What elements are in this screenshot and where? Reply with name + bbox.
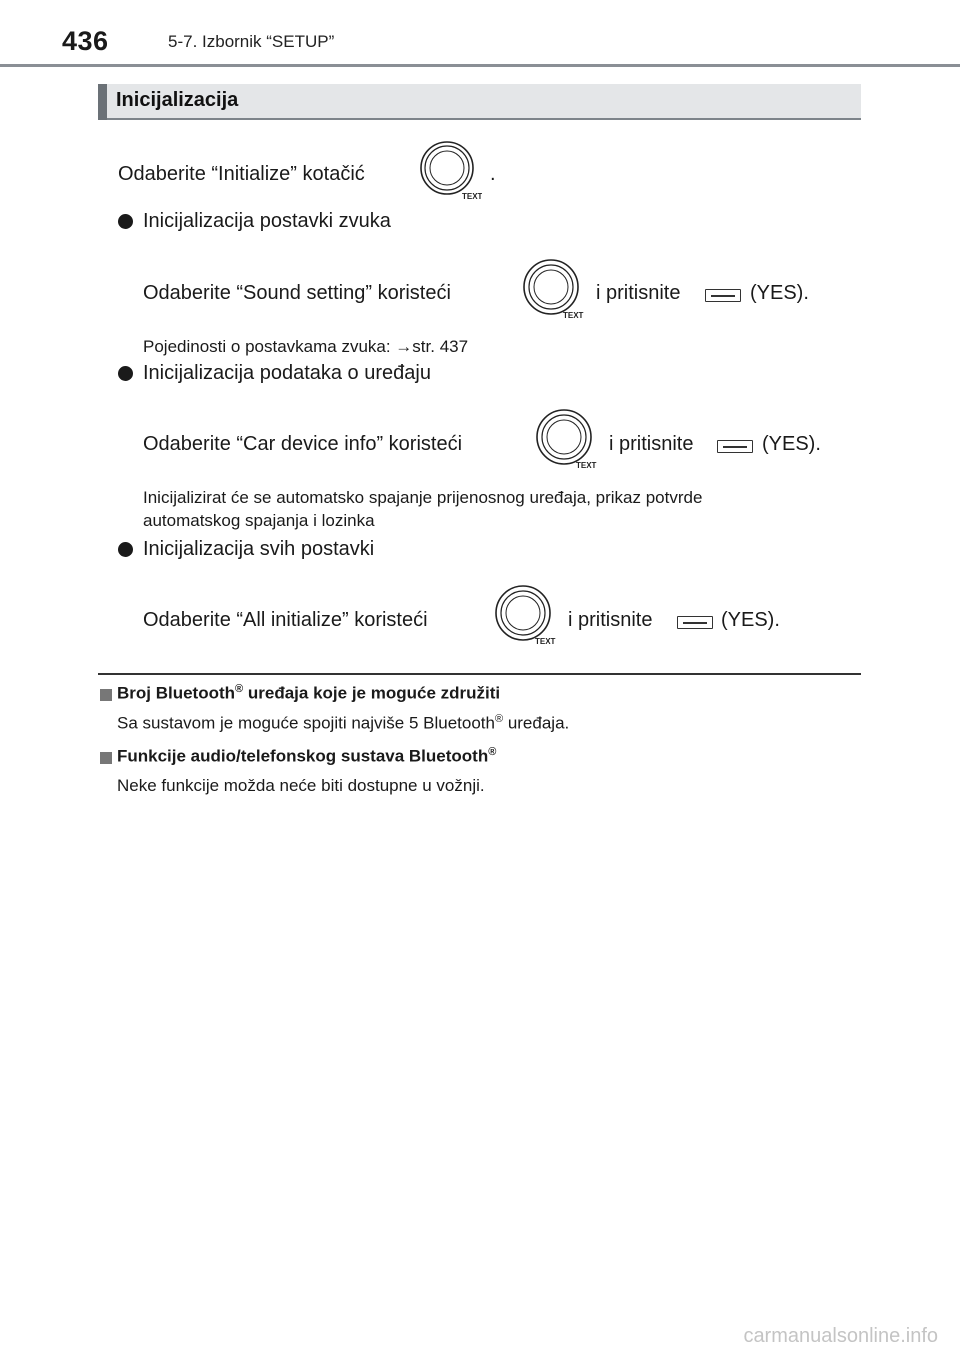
instruction-all: Odaberite “All initialize” koristeći bbox=[143, 609, 428, 631]
instruction-sound: Odaberite “Sound setting” koristeći bbox=[143, 282, 451, 304]
item-heading-all: Inicijalizacija svih postavki bbox=[143, 538, 375, 560]
section-accent bbox=[98, 84, 107, 120]
note-square-icon bbox=[100, 689, 112, 701]
note-text-bluetooth-functions: Neke funkcije možda neće biti dostupne u vožnji. bbox=[117, 776, 485, 795]
bullet-icon bbox=[118, 214, 133, 229]
knob-label: TEXT bbox=[535, 637, 556, 645]
section-divider bbox=[98, 673, 861, 675]
note-device-line2: automatskog spajanja i lozinka bbox=[143, 511, 375, 530]
tune-knob-icon bbox=[535, 409, 597, 469]
instruction-all-press: i pritisnite bbox=[568, 609, 653, 631]
instruction-device-yes: (YES). bbox=[762, 433, 821, 455]
note-sound: Pojedinosti o postavkama zvuka: →str. 437 bbox=[143, 337, 469, 356]
note-heading-bluetooth-functions: Funkcije audio/telefonskog sustava Bluetooth® bbox=[117, 746, 497, 766]
knob-label: TEXT bbox=[563, 311, 584, 319]
instruction-sound-yes: (YES). bbox=[750, 282, 809, 304]
header-rule bbox=[0, 64, 960, 67]
bullet-icon bbox=[118, 366, 133, 381]
note-heading-bluetooth-count: Broj Bluetooth® uređaja koje je moguće združiti bbox=[117, 683, 501, 703]
yes-button-icon bbox=[677, 616, 713, 629]
instruction-sound-press: i pritisnite bbox=[596, 282, 681, 304]
chapter-title: 5-7. Izbornik “SETUP” bbox=[168, 32, 335, 51]
note-square-icon bbox=[100, 752, 112, 764]
intro-period: . bbox=[490, 163, 496, 185]
section-header bbox=[98, 84, 861, 120]
yes-button-icon bbox=[705, 289, 741, 302]
knob-label: TEXT bbox=[462, 192, 482, 200]
bullet-icon bbox=[118, 542, 133, 557]
knob-label: TEXT bbox=[576, 461, 597, 469]
item-heading-device: Inicijalizacija podataka o uređaju bbox=[143, 362, 431, 384]
page-number: 436 bbox=[62, 26, 109, 56]
note-device-line1: Inicijalizirat će se automatsko spajanje prijenosnog uređaja, prikaz potvrde bbox=[143, 488, 703, 507]
tune-knob-icon bbox=[494, 585, 556, 645]
tune-knob-icon bbox=[522, 259, 584, 319]
watermark: carmanualsonline.info bbox=[743, 1325, 938, 1347]
instruction-device: Odaberite “Car device info” koristeći bbox=[143, 433, 463, 455]
instruction-device-press: i pritisnite bbox=[609, 433, 694, 455]
section-title: Inicijalizacija bbox=[116, 89, 239, 111]
note-text-bluetooth-count: Sa sustavom je moguće spojiti najviše 5 Bluetooth® uređaja. bbox=[117, 713, 570, 733]
yes-button-icon bbox=[717, 440, 753, 453]
tune-knob-icon bbox=[420, 140, 482, 200]
intro-text: Odaberite “Initialize” kotačić bbox=[118, 163, 365, 185]
instruction-all-yes: (YES). bbox=[721, 609, 780, 631]
item-heading-sound: Inicijalizacija postavki zvuka bbox=[143, 210, 391, 232]
